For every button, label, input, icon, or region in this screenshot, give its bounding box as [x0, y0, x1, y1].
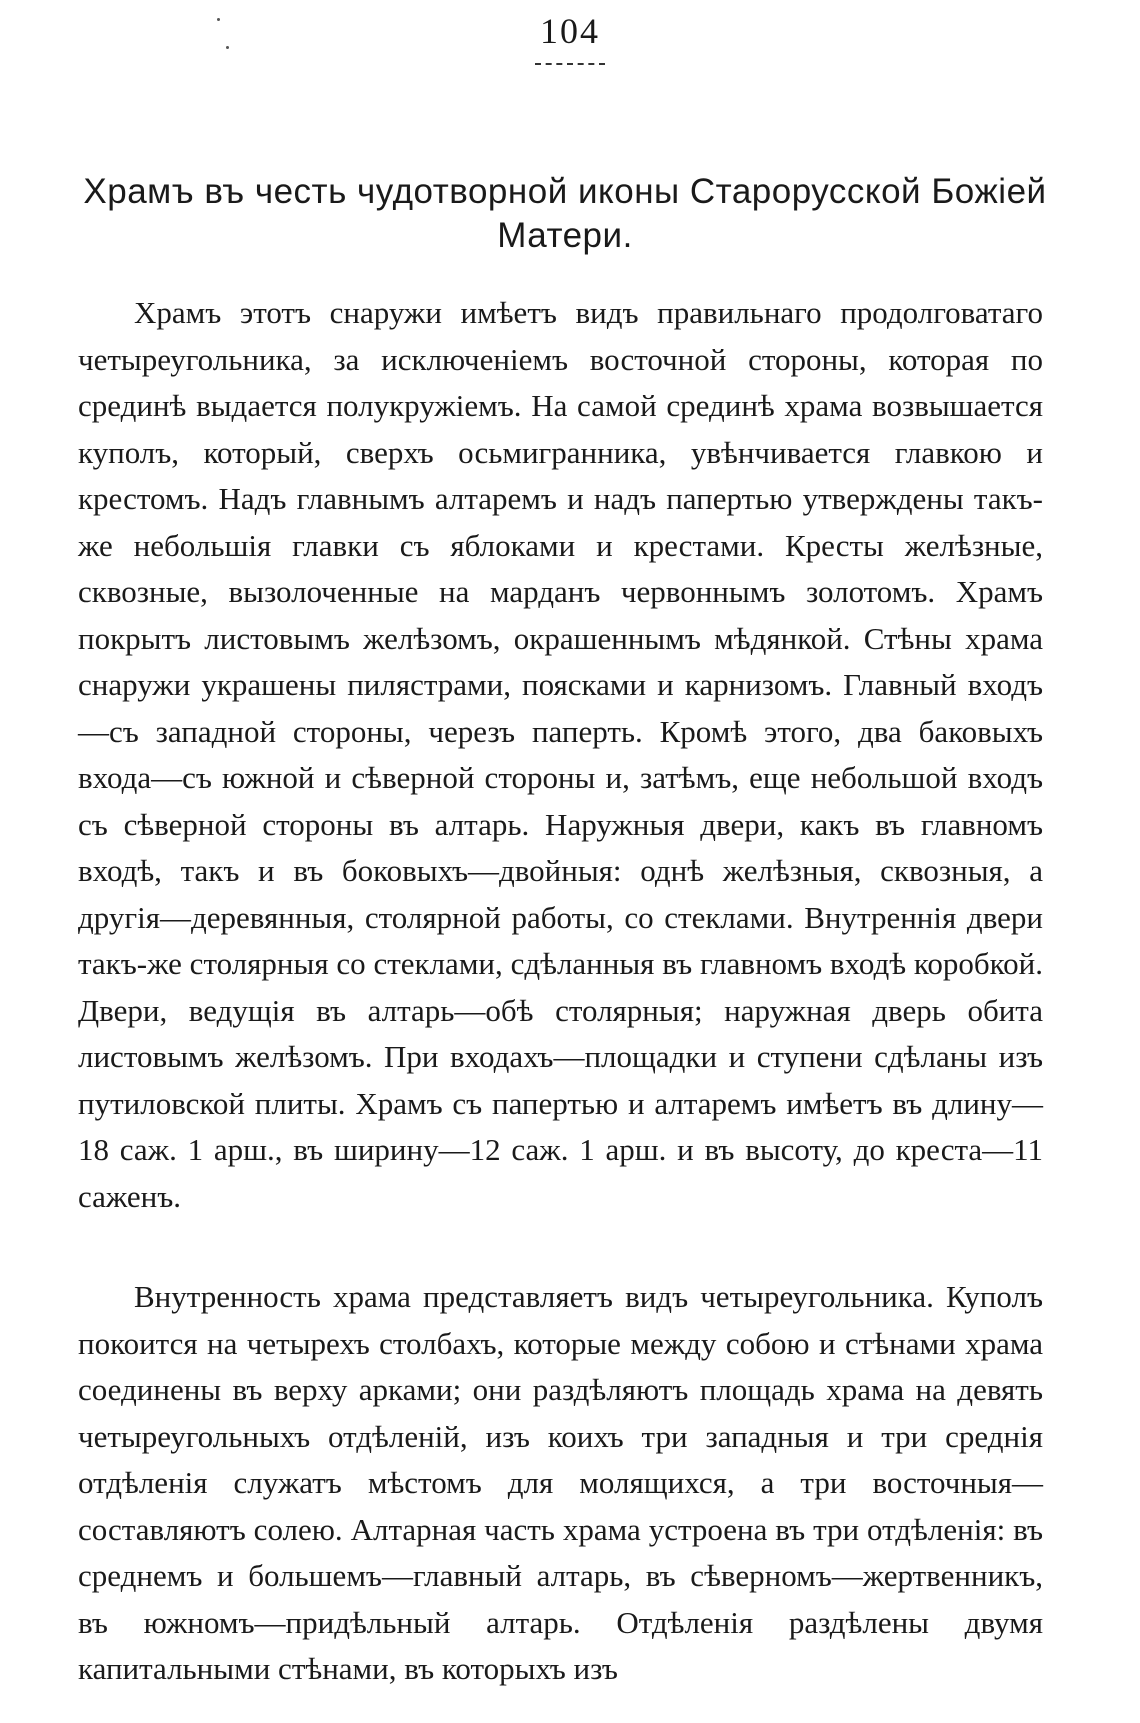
- page-number-rule: [535, 63, 605, 65]
- paragraph-2: Внутренность храма представляетъ видъ четыреугольника. Куполъ покоится на четырехъ столбахъ, которые между собою и стѣнами храма соединены въ верху арками; они раздѣляютъ площадь храма на девять четыреугольныхъ отдѣленій, изъ коихъ три западныя и три среднія отдѣленія служатъ мѣстомъ для молящихся, а три восточныя—составляютъ солею. Алтарная часть храма устроена въ три отдѣленія: въ среднемъ и большемъ—главный алтарь, въ сѣверномъ—жертвенникъ, въ южномъ—придѣльный алтарь. Отдѣленія раздѣлены двумя капитальными стѣнами, въ которыхъ изъ: [78, 1279, 1043, 1686]
- print-speck: [226, 46, 229, 49]
- print-speck: [217, 18, 220, 21]
- page-number: 104: [540, 11, 600, 51]
- paragraph-1: Храмъ этотъ снаружи имѣетъ видъ правильнаго продолговатаго четыреугольника, за исключеніемъ восточной стороны, которая по срединѣ выдается полукружіемъ. На самой срединѣ храма возвышается куполъ, который, сверхъ осьмигранника, увѣнчивается главкою и крестомъ. Надъ главнымъ алтаремъ и надъ папертью утверждены такъ-же небольшія главки съ яблоками и крестами. Кресты желѣзные, сквозные, вызолоченные на марданъ червоннымъ золотомъ. Храмъ покрытъ листовымъ желѣзомъ, окрашеннымъ мѣдянкой. Стѣны храма снаружи украшены пилястрами, поясками и карнизомъ. Главный входъ—съ западной стороны, черезъ паперть. Кромѣ этого, два баковыхъ входа—съ южной и сѣверной стороны и, затѣмъ, еще небольшой входъ съ сѣверной стороны въ алтарь. Наружныя двери, какъ въ главномъ входѣ, такъ и въ боковыхъ—двойныя: однѣ желѣзныя, сквозныя, а другія—деревянныя, столярной работы, со стеклами. Внутреннія двери такъ-же столярныя со стеклами, сдѣланныя въ главномъ входѣ коробкой. Двери, ведущія въ алтарь—обѣ столярныя; наружная дверь обита листовымъ желѣзомъ. При входахъ—площадки и ступени сдѣланы изъ путиловской плиты. Храмъ съ папертью и алтаремъ имѣетъ въ длину—18 саж. 1 арш., въ ширину—12 саж. 1 арш. и въ высоту, до креста—11 саженъ.: [78, 295, 1043, 1214]
- section-title: Храмъ въ честь чудотворной иконы Старорусской Божіей Матери.: [83, 172, 1047, 255]
